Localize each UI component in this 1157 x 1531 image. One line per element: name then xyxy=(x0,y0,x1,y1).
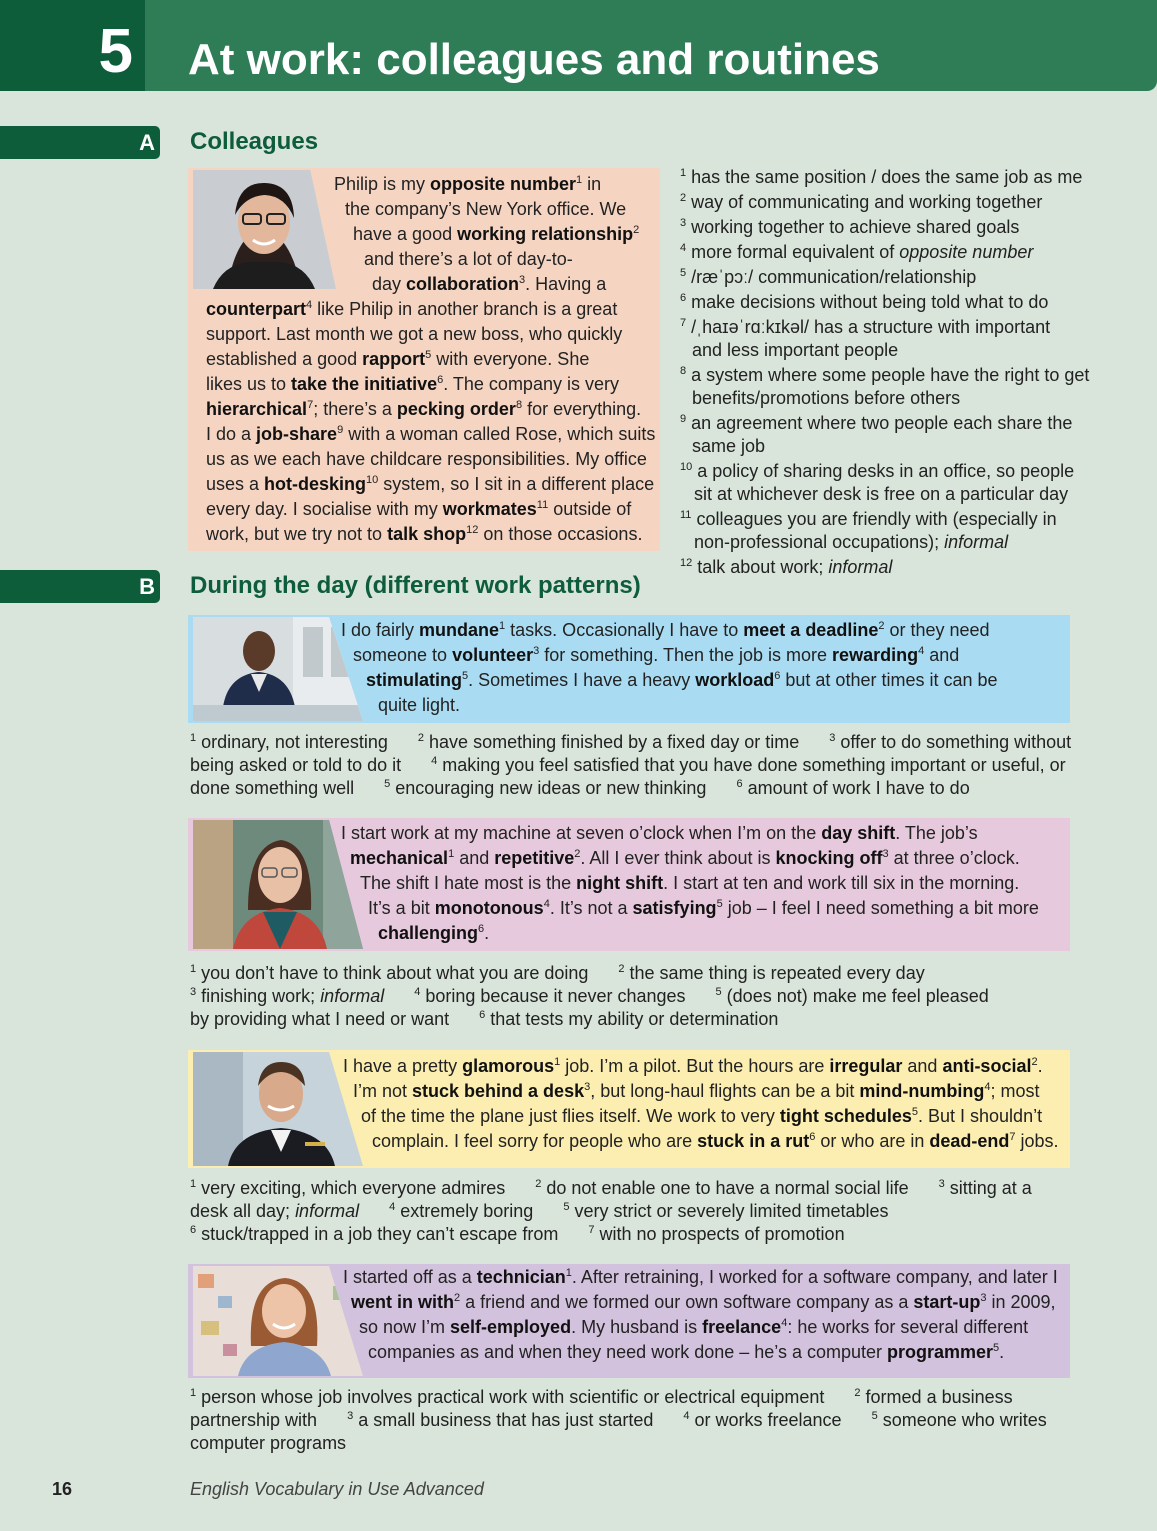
shift-worker-line-2: mechanical$^1$ and repetitive$^2$. All I ever think about is knocking off$^3$ at three o’clock. xyxy=(350,848,1020,868)
pilot-gloss-line-2: desk all day; informal $^4$ extremely boring $^5$ very strict or severely limited timetables xyxy=(190,1201,889,1221)
colleagues-gloss-line: $^{12}$ talk about work; informal xyxy=(680,557,893,577)
office-worker-line-1: I do fairly mundane$^1$ tasks. Occasionally I have to meet a deadline$^2$ or they need xyxy=(341,620,990,640)
colleagues-line-7: support. Last month we got a new boss, who quickly xyxy=(206,324,623,344)
section-a-title: Colleagues xyxy=(190,128,319,155)
section-a-tab: A xyxy=(0,126,160,159)
page-number: 16 xyxy=(52,1479,73,1499)
colleagues-gloss-line: $^1$ has the same position / does the same job as me xyxy=(680,167,1083,187)
colleagues-gloss-line: $^{11}$ colleagues you are friendly with (especially in xyxy=(680,509,1057,529)
gloss-number: 1 xyxy=(680,167,687,179)
colleagues-line-11: I do a job-share$^9$ with a woman called Rose, which suits xyxy=(206,424,656,444)
shift-worker-gloss-line-2: $^3$ finishing work; informal $^4$ boring because it never changes $^5$ (does not) make me feel pleased xyxy=(190,986,989,1006)
gloss-number: 6 xyxy=(680,292,687,304)
section-b-tab: B xyxy=(0,570,160,603)
colleagues-gloss-line: $^5$ /ræˈpɔː/ communication/relationship xyxy=(680,267,977,287)
gloss-number: 8 xyxy=(680,365,687,377)
office-worker-gloss-line-1: $^1$ ordinary, not interesting $^2$ have something finished by a fixed day or time $^3$ offer to do something without xyxy=(190,732,1072,752)
gloss-number: 11 xyxy=(680,509,692,521)
shift-worker-line-1: I start work at my machine at seven o’clock when I’m on the day shift. The job’s xyxy=(341,823,978,843)
colleagues-gloss-line: non-professional occupations); informal xyxy=(694,532,1009,552)
shift-worker-gloss-line-3: by providing what I need or want $^6$ that tests my ability or determination xyxy=(190,1009,779,1029)
colleagues-gloss-line: $^7$ /ˌhaɪəˈrɑːkɪkəl/ has a structure with important xyxy=(680,317,1051,337)
gloss-number: 2 xyxy=(680,192,687,204)
colleagues-line-2: the company’s New York office. We xyxy=(345,199,627,219)
office-worker-line-3: stimulating$^5$. Sometimes I have a heavy workload$^6$ but at other times it can be xyxy=(366,670,998,690)
book-title: English Vocabulary in Use Advanced xyxy=(190,1479,484,1499)
colleagues-line-4: and there’s a lot of day-to- xyxy=(364,249,573,269)
colleagues-gloss-line: $^3$ working together to achieve shared goals xyxy=(680,217,1020,237)
gloss-number: 4 xyxy=(680,242,687,254)
page-header xyxy=(0,0,1157,91)
colleagues-line-14: every day. I socialise with my workmates$^{11}$ outside of xyxy=(206,499,632,519)
gloss-number: 3 xyxy=(680,217,687,229)
colleagues-line-5: day collaboration$^3$. Having a xyxy=(372,274,607,294)
shift-worker-line-3: The shift I hate most is the night shift. I start at ten and work till six in the morning. xyxy=(360,873,1020,893)
programmer-line-4: companies as and when they need work done – he’s a computer programmer$^5$. xyxy=(368,1342,1005,1362)
colleagues-line-12: us as we each have childcare responsibilities. My office xyxy=(206,449,647,469)
pilot-line-2: I’m not stuck behind a desk$^3$, but long-haul flights can be a bit mind-numbing$^4$; most xyxy=(353,1081,1040,1101)
colleagues-line-8: established a good rapport$^5$ with everyone. She xyxy=(206,349,590,369)
programmer-gloss-line-2: partnership with $^3$ a small business that has just started $^4$ or works freelance $^5$ someone who writes xyxy=(190,1410,1047,1430)
colleagues-gloss-line: and less important people xyxy=(692,340,899,360)
gloss-number: 10 xyxy=(680,461,693,473)
programmer-line-3: so now I’m self-employed. My husband is freelance$^4$: he works for several different xyxy=(359,1317,1029,1337)
programmer-line-2: went in with$^2$ a friend and we formed our own software company as a start-$up^3$ in 2009, xyxy=(351,1292,1056,1312)
pilot-line-1: I have a pretty glamorous$^1$ job. I’m a pilot. But the hours are irregular and anti-social$^2$. xyxy=(343,1056,1043,1076)
shift-worker-line-4: It’s a bit monotonous$^4$. It’s not a satisfying$^5$ job – I feel I need something a bit more xyxy=(368,898,1039,918)
office-worker-line-2: someone to volunteer$^3$ for something. Then the job is more rewarding$^4$ and xyxy=(353,645,960,665)
shift-worker-line-5: challenging$^6$. xyxy=(378,923,490,943)
colleagues-gloss-line: same job xyxy=(692,436,766,456)
colleagues-line-10: hierarchical$^7$; there’s a pecking order$^8$ for everything. xyxy=(206,399,642,419)
colleagues-line-6: counterpart$^4$ like Philip in another branch is a great xyxy=(206,299,618,319)
gloss-number: 12 xyxy=(680,557,693,569)
colleagues-gloss-line: $^6$ make decisions without being told what to do xyxy=(680,292,1049,312)
office-worker-line-4: quite light. xyxy=(378,695,461,715)
gloss-number: 5 xyxy=(680,267,687,279)
colleagues-gloss-line: $^4$ more formal equivalent of opposite number xyxy=(680,242,1034,262)
section-b-title: During the day (different work patterns) xyxy=(190,572,641,599)
programmer-gloss-line-1: $^1$ person whose job involves practical work with scientific or electrical equipment $^2$ formed a business xyxy=(190,1387,1013,1407)
colleagues-line-3: have a good working relationship$^2$ xyxy=(353,224,640,244)
colleagues-line-15: work, but we try not to talk shop$^{12}$ on those occasions. xyxy=(206,524,643,544)
page-title: At work: colleagues and routines xyxy=(188,35,880,84)
gloss-number: 7 xyxy=(680,317,687,329)
pilot-line-4: complain. I feel sorry for people who are stuck in a rut$^6$ or who are in dead-end$^7$ jobs. xyxy=(372,1131,1059,1151)
pilot-gloss-line-1: $^1$ very exciting, which everyone admires $^2$ do not enable one to have a normal social life $^3$ sitting at a xyxy=(190,1178,1032,1198)
colleagues-gloss-line: benefits/promotions before others xyxy=(692,388,961,408)
programmer-line-1: I started off as a technician$^1$. After retraining, I worked for a software company, and later I xyxy=(343,1267,1058,1287)
colleagues-gloss-line: $^8$ a system where some people have the right to get xyxy=(680,365,1090,385)
unit-number: 5 xyxy=(0,0,145,91)
colleagues-line-1: Philip is my opposite number$^1$ in xyxy=(334,174,602,194)
colleagues-gloss-line: sit at whichever desk is free on a particular day xyxy=(694,484,1069,504)
colleagues-gloss-line: $^9$ an agreement where two people each share the xyxy=(680,413,1073,433)
colleagues-line-9: likes us to take the initiative$^6$. The company is very xyxy=(206,374,619,394)
shift-worker-gloss-line-1: $^1$ you don’t have to think about what you are doing $^2$ the same thing is repeated every day xyxy=(190,963,925,983)
programmer-gloss-line-3: computer programs xyxy=(190,1433,347,1453)
colleagues-gloss-line: $^{10}$ a policy of sharing desks in an office, so people xyxy=(680,461,1075,481)
office-worker-gloss-line-3: done something well $^5$ encouraging new ideas or new thinking $^6$ amount of work I have to do xyxy=(190,778,970,798)
office-worker-gloss-line-2: being asked or told to do it $^4$ making you feel satisfied that you have done something important or useful, or xyxy=(190,755,1066,775)
colleagues-line-13: uses a hot-desking$^{10}$ system, so I sit in a different place xyxy=(206,474,655,494)
pilot-gloss-line-3: $^6$ stuck/trapped in a job they can’t escape from $^7$ with no prospects of promotion xyxy=(190,1224,845,1244)
pilot-line-3: of the time the plane just flies itself. We work to very tight schedules$^5$. But I shouldn’t xyxy=(361,1106,1043,1126)
colleagues-gloss-line: $^2$ way of communicating and working together xyxy=(680,192,1043,212)
gloss-number: 9 xyxy=(680,413,687,425)
